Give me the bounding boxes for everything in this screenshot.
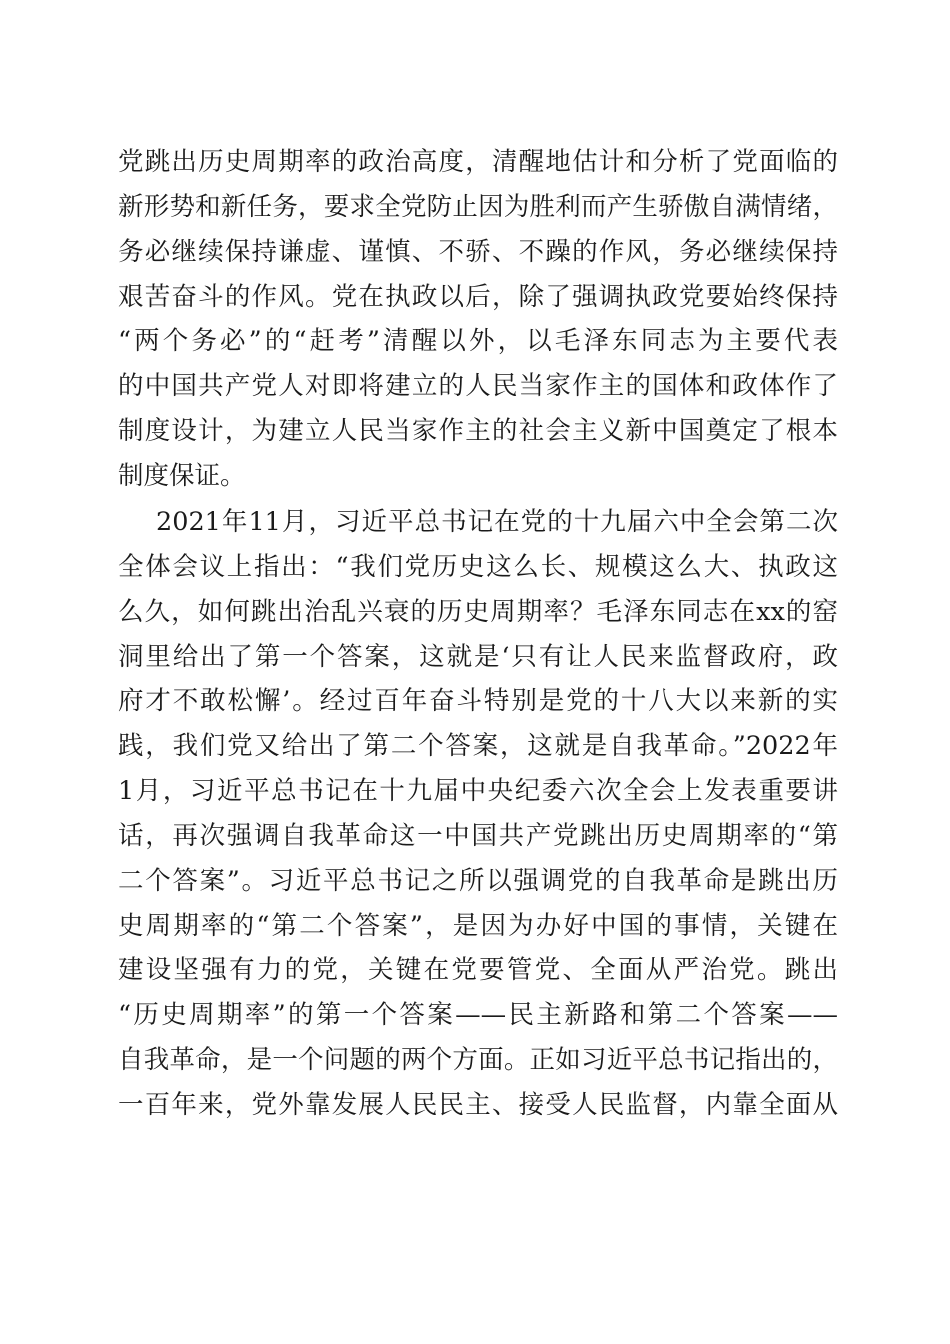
text-line: “两个务必”的“赶考”清醒以外，以毛泽东同志为主要代表 xyxy=(118,326,838,357)
text-line: 建设坚强有力的党，关键在党要管党、全面从严治党。跳出 xyxy=(118,955,838,986)
text-line: 府才不敢松懈’。经过百年奋斗特别是党的十八大以来新的实 xyxy=(118,686,838,717)
text-line: 自我革命，是一个问题的两个方面。正如习近平总书记指出的， xyxy=(118,1045,838,1076)
text-line: 洞里给出了第一个答案，这就是‘只有让人民来监督政府，政 xyxy=(118,641,838,672)
text-line: 的中国共产党人对即将建立的人民当家作主的国体和政体作了 xyxy=(118,371,838,402)
text-line: 二个答案”。习近平总书记之所以强调党的自我革命是跳出历 xyxy=(118,865,838,896)
text-line: 么久，如何跳出治乱兴衰的历史周期率？毛泽东同志在xx的窑 xyxy=(118,596,838,627)
text-line: 全体会议上指出：“我们党历史这么长、规模这么大、执政这 xyxy=(118,551,838,582)
text-line: 制度设计，为建立人民当家作主的社会主义新中国奠定了根本 xyxy=(118,416,838,447)
paragraph-1 xyxy=(118,140,838,499)
text-line: 2021年11月，习近平总书记在党的十九届六中全会第二次 xyxy=(156,507,838,537)
text-line: “历史周期率”的第一个答案——民主新路和第二个答案—— xyxy=(118,1000,838,1031)
text-line: 务必继续保持谦虚、谨慎、不骄、不躁的作风，务必继续保持 xyxy=(118,236,838,267)
text-line: 史周期率的“第二个答案”，是因为办好中国的事情，关键在 xyxy=(118,910,838,941)
text-line: 党跳出历史周期率的政治高度，清醒地估计和分析了党面临的 xyxy=(118,147,838,177)
text-line: 新形势和新任务，要求全党防止因为胜利而产生骄傲自满情绪， xyxy=(118,191,838,222)
paragraph-2 xyxy=(118,500,838,1128)
text-line: 话，再次强调自我革命这一中国共产党跳出历史周期率的“第 xyxy=(118,820,838,851)
text-line: 一百年来，党外靠发展人民民主、接受人民监督，内靠全面从 xyxy=(118,1089,838,1120)
text-line: 践，我们党又给出了第二个答案，这就是自我革命。”2022年 xyxy=(118,731,838,762)
text-line: 制度保证。 xyxy=(118,460,246,491)
text-line: 1月，习近平总书记在十九届中央纪委六次全会上发表重要讲 xyxy=(118,776,838,807)
text-line: 艰苦奋斗的作风。党在执政以后，除了强调执政党要始终保持 xyxy=(118,281,838,312)
